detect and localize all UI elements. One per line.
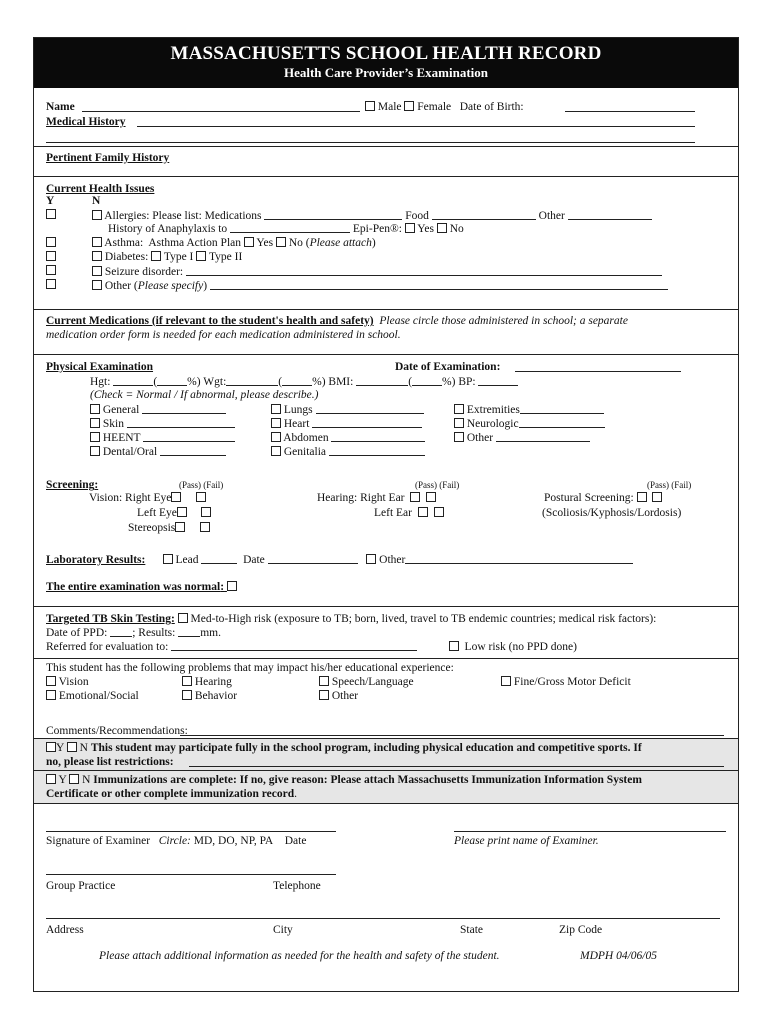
other-issue-close-paren: ): [203, 280, 208, 292]
general-field[interactable]: [142, 403, 226, 414]
general-label: General: [102, 404, 140, 416]
postural-fail-checkbox[interactable]: [652, 492, 662, 502]
screening-colon: :: [94, 479, 99, 491]
dental-checkbox[interactable]: [90, 446, 100, 456]
anaphylaxis-label: History of Anaphylaxis to: [108, 223, 228, 235]
skin-checkbox[interactable]: [90, 418, 100, 428]
dental-label: Dental/Oral: [102, 446, 158, 458]
asthma-label: Asthma:: [104, 237, 144, 249]
seizure-label: Seizure disorder:: [104, 266, 184, 278]
epipen-no-label: No: [449, 223, 464, 235]
hearing-right-label: Hearing: Right Ear: [317, 492, 405, 504]
immunizations-section: [34, 770, 738, 804]
medications-note: Please circle those administered in school; a separate: [379, 315, 628, 327]
other-no-checkbox[interactable]: [92, 280, 102, 290]
genitalia-label: Genitalia: [283, 446, 327, 458]
abdomen-field[interactable]: [331, 431, 425, 442]
participate-no-checkbox[interactable]: [67, 742, 77, 752]
low-risk-checkbox[interactable]: [449, 641, 459, 651]
comments-label: Comments/Recommendations:: [46, 725, 188, 737]
exam-date-field[interactable]: [515, 371, 681, 372]
other-yes-checkbox[interactable]: [46, 279, 56, 289]
genitalia-field[interactable]: [329, 445, 425, 456]
bp-field[interactable]: [478, 375, 518, 386]
skin-label: Skin: [102, 418, 124, 430]
comments-field[interactable]: [180, 735, 724, 736]
diabetes-yes-checkbox[interactable]: [46, 251, 56, 261]
check-note: (Check = Normal / If abnormal, please describe.): [90, 389, 319, 401]
state-label: State: [460, 924, 483, 936]
food-allergy-field[interactable]: [432, 209, 536, 220]
form-header: [34, 38, 738, 88]
hearing-left-pass-checkbox[interactable]: [418, 507, 428, 517]
ppd-mm-label: mm.: [200, 627, 221, 639]
credentials-options[interactable]: MD, DO, NP, PA: [193, 835, 274, 847]
postural-pass-fail-label: (Pass) (Fail): [647, 480, 692, 490]
neurologic-checkbox[interactable]: [454, 418, 464, 428]
stereopsis-label: Stereopsis: [128, 522, 176, 534]
allergies-label: Allergies: Please list: Medications: [104, 210, 262, 222]
male-label: Male: [377, 101, 402, 113]
emotional-problem-label: Emotional/Social: [58, 690, 139, 702]
other-allergy-label: Other: [538, 210, 565, 222]
epipen-no-checkbox[interactable]: [437, 223, 447, 233]
abdomen-checkbox[interactable]: [271, 432, 281, 442]
medical-history-field[interactable]: [137, 126, 695, 127]
asthma-yes-checkbox[interactable]: [46, 237, 56, 247]
height-pct-field[interactable]: [157, 375, 187, 386]
extremities-field[interactable]: [520, 403, 604, 414]
diabetes-label: Diabetes:: [104, 251, 149, 263]
health-record-form: [33, 37, 739, 992]
other-issue-field[interactable]: [210, 279, 668, 290]
heart-field[interactable]: [312, 417, 422, 428]
restrictions-label: no, please list restrictions:: [46, 756, 174, 768]
vision-left-label: Left Eye: [137, 507, 177, 519]
asthma-plan-yes-checkbox[interactable]: [244, 237, 254, 247]
epipen-label: Epi-Pen®:: [352, 223, 402, 235]
zip-label: Zip Code: [559, 924, 603, 936]
heart-checkbox[interactable]: [271, 418, 281, 428]
participation-section: [34, 738, 738, 770]
heent-label: HEENT: [102, 432, 141, 444]
neurologic-field[interactable]: [519, 417, 605, 428]
group-practice-field[interactable]: [46, 874, 336, 875]
skin-field[interactable]: [127, 417, 235, 428]
medications-section: [34, 309, 738, 350]
normal-exam-checkbox[interactable]: [227, 581, 237, 591]
general-checkbox[interactable]: [90, 404, 100, 414]
city-label: City: [273, 924, 293, 936]
asthma-plan-label: Asthma Action Plan: [148, 237, 241, 249]
participate-yes-label: Y: [56, 742, 64, 754]
type2-checkbox[interactable]: [196, 251, 206, 261]
hearing-right-pass-checkbox[interactable]: [410, 492, 420, 502]
ppd-date-label: Date of PPD:: [46, 627, 108, 639]
n-column-label: N: [92, 195, 101, 207]
asthma-plan-yes-label: Yes: [256, 237, 274, 249]
genitalia-checkbox[interactable]: [271, 446, 281, 456]
normal-exam-label: The entire examination was normal: [46, 581, 221, 593]
signature-label: Signature of Examiner: [46, 835, 151, 847]
group-practice-label: Group Practice: [46, 880, 116, 892]
motor-problem-checkbox[interactable]: [501, 676, 511, 686]
name-field[interactable]: [82, 111, 360, 112]
type1-label: Type I: [163, 251, 194, 263]
weight-pct-field[interactable]: [282, 375, 312, 386]
immunizations-period: .: [294, 788, 298, 800]
tb-risk-text: Med-to-High risk (exposure to TB; born, lived, travel to TB endemic countries; medical risk factors):: [190, 613, 657, 625]
tb-risk-checkbox[interactable]: [178, 613, 188, 623]
immunizations-yes-label: Y: [58, 774, 67, 786]
extremities-label: Extremities: [466, 404, 520, 416]
male-checkbox[interactable]: [365, 101, 375, 111]
y-column-label: Y: [46, 195, 55, 207]
lead-field[interactable]: [201, 553, 237, 564]
address-field[interactable]: [46, 918, 720, 919]
normal-exam-colon: :: [220, 581, 225, 593]
vision-right-pass-checkbox[interactable]: [171, 492, 181, 502]
physical-exam-title: Physical Examination: [46, 361, 154, 373]
other-exam-field[interactable]: [496, 431, 590, 442]
vision-problem-label: Vision: [58, 676, 89, 688]
postural-pass-checkbox[interactable]: [637, 492, 647, 502]
motor-problem-label: Fine/Gross Motor Deficit: [513, 676, 631, 688]
ppd-results-label: ; Results:: [132, 627, 176, 639]
referred-label: Referred for evaluation to:: [46, 641, 169, 653]
low-risk-label: Low risk (no PPD done): [464, 641, 577, 653]
form-subtitle: Health Care Provider’s Examination: [283, 65, 488, 80]
behavior-problem-checkbox[interactable]: [182, 690, 192, 700]
circle-label: Circle:: [158, 835, 191, 847]
signature-field[interactable]: [46, 831, 336, 832]
type2-label: Type II: [208, 251, 243, 263]
referred-field[interactable]: [171, 640, 417, 651]
weight-field[interactable]: [226, 375, 278, 386]
epipen-yes-label: Yes: [417, 223, 434, 235]
lab-date-field[interactable]: [268, 553, 358, 564]
medications-title: Current Medications (if relevant to the student's health and safety): [46, 315, 374, 327]
lungs-field[interactable]: [316, 403, 424, 414]
diabetes-no-checkbox[interactable]: [92, 251, 102, 261]
type1-checkbox[interactable]: [151, 251, 161, 261]
vision-left-fail-checkbox[interactable]: [201, 507, 211, 517]
dental-field[interactable]: [160, 445, 226, 456]
immunizations-no-label: N: [82, 774, 91, 786]
dob-label: Date of Birth:: [459, 101, 524, 113]
name-label: Name: [46, 101, 75, 113]
other-problem-checkbox[interactable]: [319, 690, 329, 700]
please-specify-note: Please specify: [137, 280, 204, 292]
footer-note: Please attach additional information as needed for the health and safety of the student.: [99, 950, 500, 962]
other-exam-checkbox[interactable]: [454, 432, 464, 442]
seizure-yes-checkbox[interactable]: [46, 265, 56, 275]
participate-no-label: N: [79, 742, 88, 754]
bp-label: BP:: [458, 376, 476, 388]
hearing-pass-fail-label: (Pass) (Fail): [415, 480, 460, 490]
other-exam-label: Other: [466, 432, 494, 444]
other-problem-label: Other: [331, 690, 359, 702]
asthma-no-checkbox[interactable]: [92, 237, 102, 247]
problems-intro: This student has the following problems that may impact his/her educational experience:: [46, 662, 454, 674]
speech-problem-label: Speech/Language: [331, 676, 414, 688]
other-allergy-field[interactable]: [568, 209, 652, 220]
participate-yes-checkbox[interactable]: [46, 742, 56, 752]
hearing-right-fail-checkbox[interactable]: [426, 492, 436, 502]
tb-title: Targeted TB Skin Testing:: [46, 613, 175, 625]
hearing-left-label: Left Ear: [374, 507, 412, 519]
heart-label: Heart: [283, 418, 310, 430]
behavior-problem-label: Behavior: [194, 690, 238, 702]
current-health-title: Current Health Issues: [46, 183, 155, 195]
lab-other-label: Other: [379, 554, 406, 566]
medical-history-field-2[interactable]: [46, 142, 695, 143]
lab-title: Laboratory Results:: [46, 554, 146, 566]
tb-section: [34, 606, 738, 661]
form-code: MDPH 04/06/05: [580, 950, 657, 962]
epipen-yes-checkbox[interactable]: [405, 223, 415, 233]
lead-checkbox[interactable]: [163, 554, 173, 564]
exam-date-label: Date of Examination:: [395, 361, 501, 373]
female-checkbox[interactable]: [404, 101, 414, 111]
vision-problem-checkbox[interactable]: [46, 676, 56, 686]
please-attach-note: Please attach: [309, 237, 372, 249]
emotional-problem-checkbox[interactable]: [46, 690, 56, 700]
immunizations-no-checkbox[interactable]: [69, 774, 79, 784]
lab-date-label: Date: [243, 554, 265, 566]
telephone-label: Telephone: [273, 880, 321, 892]
bmi-label: BMI:: [328, 376, 354, 388]
stereopsis-pass-checkbox[interactable]: [175, 522, 185, 532]
medical-history-label: Medical History: [46, 116, 126, 128]
seizure-field[interactable]: [186, 265, 662, 276]
abdomen-label: Abdomen: [283, 432, 329, 444]
allergies-yes-checkbox[interactable]: [46, 209, 56, 219]
bmi-pct-label: %): [442, 376, 456, 388]
address-label: Address: [46, 924, 84, 936]
immunizations-text-2: Certificate or other complete immunization record: [46, 788, 295, 800]
bmi-field[interactable]: [356, 375, 408, 386]
form-title: MASSACHUSETTS SCHOOL HEALTH RECORD: [170, 43, 602, 64]
allergies-no-checkbox[interactable]: [92, 210, 102, 220]
family-history-section: [34, 146, 738, 169]
anaphylaxis-field[interactable]: [230, 222, 350, 233]
participate-text: This student may participate fully in the school program, including physical education and competitive sports. If: [90, 742, 642, 754]
current-health-section: [34, 176, 738, 309]
medications-allergy-field[interactable]: [264, 209, 402, 220]
postural-label: Postural Screening:: [544, 492, 634, 504]
hearing-left-fail-checkbox[interactable]: [434, 507, 444, 517]
asthma-plan-no-label: No (: [288, 237, 310, 249]
other-issue-label: Other (: [104, 280, 138, 292]
seizure-no-checkbox[interactable]: [92, 266, 102, 276]
lungs-label: Lungs: [283, 404, 313, 416]
physical-exam-section: Physical Examination Date of Examination: Hgt: ( %) Wgt: ( %) BMI: ( %) BP: (Check = Normal / If abnormal, please describe.) General Skin HEENT Dental/Oral Lungs Heart Abdomen Genitalia Extremities Neurologic Other: [34, 354, 738, 484]
hearing-problem-checkbox[interactable]: [182, 676, 192, 686]
lead-label: Lead: [175, 554, 199, 566]
lab-other-checkbox[interactable]: [366, 554, 376, 564]
height-field[interactable]: [113, 375, 153, 386]
scoliosis-label: (Scoliosis/Kyphosis/Lordosis): [542, 507, 682, 519]
print-name-label: Please print name of Examiner.: [454, 835, 599, 847]
heent-field[interactable]: [143, 431, 235, 442]
ppd-date-field[interactable]: [110, 626, 132, 637]
examiner-name-field[interactable]: [454, 831, 726, 832]
female-label: Female: [417, 101, 452, 113]
immunizations-yes-checkbox[interactable]: [46, 774, 56, 784]
immunizations-text: Immunizations are complete: If no, give reason: Please attach Massachusetts Immunization Information System: [93, 774, 642, 786]
weight-pct-label: %): [312, 376, 326, 388]
vision-right-fail-checkbox[interactable]: [196, 492, 206, 502]
family-history-label: Pertinent Family History: [46, 152, 170, 164]
ppd-results-field[interactable]: [178, 626, 200, 637]
height-label: Hgt:: [90, 376, 111, 388]
restrictions-field[interactable]: [189, 766, 724, 767]
medications-note-2: medication order form is needed for each medication administered in school.: [46, 329, 401, 341]
asthma-plan-no-checkbox[interactable]: [276, 237, 286, 247]
vision-right-label: Vision: Right Eye: [89, 492, 172, 504]
extremities-checkbox[interactable]: [454, 404, 464, 414]
lungs-checkbox[interactable]: [271, 404, 281, 414]
bmi-pct-field[interactable]: [412, 375, 442, 386]
stereopsis-fail-checkbox[interactable]: [200, 522, 210, 532]
height-pct-label: %): [187, 376, 201, 388]
screening-title: Screening: [46, 479, 95, 491]
heent-checkbox[interactable]: [90, 432, 100, 442]
vision-pass-fail-label: (Pass) (Fail): [179, 480, 224, 490]
signature-date-label: Date: [284, 835, 307, 847]
hearing-problem-label: Hearing: [194, 676, 232, 688]
speech-problem-checkbox[interactable]: [319, 676, 329, 686]
weight-label: Wgt:: [203, 376, 227, 388]
asthma-close-paren: ): [371, 237, 376, 249]
neurologic-label: Neurologic: [466, 418, 519, 430]
dob-field[interactable]: [565, 111, 695, 112]
vision-left-pass-checkbox[interactable]: [177, 507, 187, 517]
food-label: Food: [405, 210, 429, 222]
lab-other-field[interactable]: [405, 553, 633, 564]
